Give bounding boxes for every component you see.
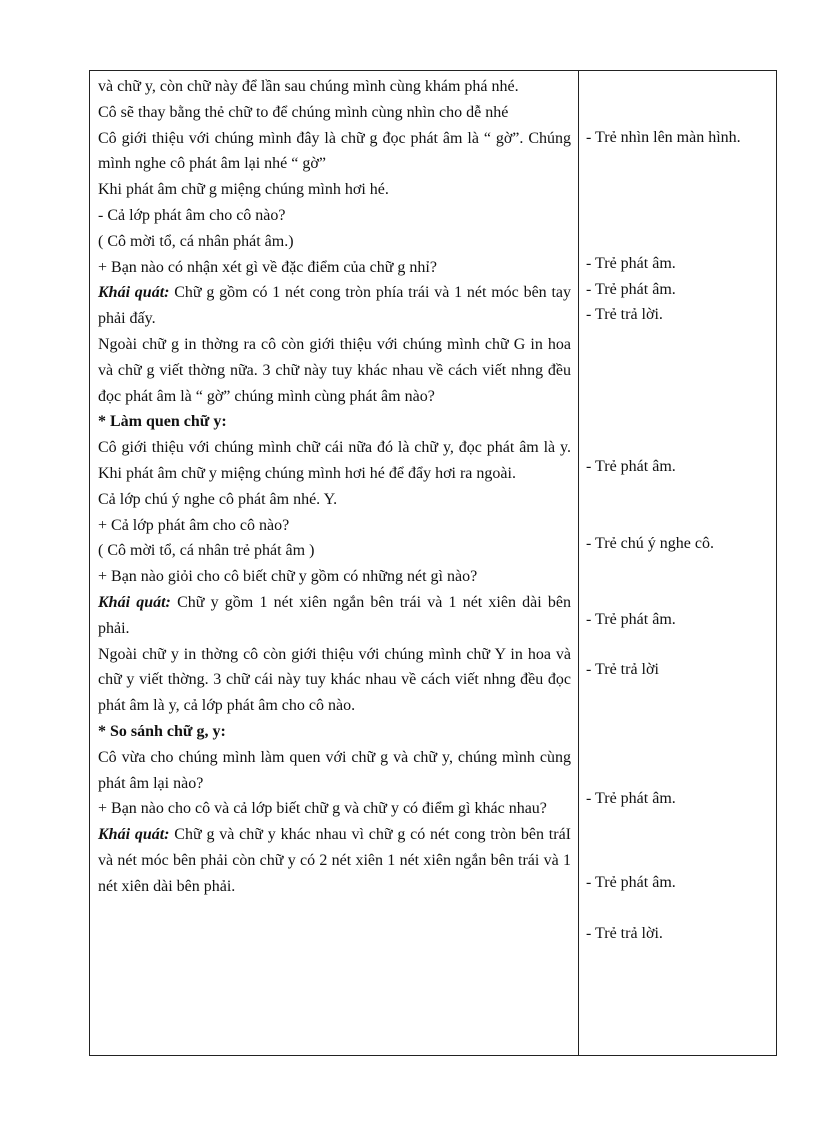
paragraph: Cô giới thiệu với chúng mình đây là chữ g đọc phát âm là “ gờ”. Chúng mình nghe cô phát âm lại nhé “ gờ”	[98, 129, 571, 173]
summary-text: Chữ g gồm có 1 nét cong tròn phía trái và 1 nét móc bên tay phải đấy.	[98, 284, 571, 328]
paragraph: Ngoài chữ y in thờng cô còn giới thiệu với chúng mình chữ Y in hoa và chữ y viết thờng. 3 chữ cái này tuy khác nhau về cách viết nhng đều đọc phát âm là y, cả lớp phát âm cho cô nào.	[98, 645, 571, 715]
paragraph: + Bạn nào có nhận xét gì về đặc điểm của chữ g nhỉ?	[98, 258, 437, 276]
section-heading: * So sánh chữ g, y:	[98, 722, 226, 740]
summary-paragraph	[98, 590, 571, 642]
summary-text: Chữ g và chữ y khác nhau vì chữ g có nét cong tròn bên tráI và nét móc bên phải còn chữ y có 2 nét xiên 1 nét xiên ngắn bên trái và 1 nét xiên dài bên phải.	[98, 826, 571, 895]
child-response: - Trẻ phát âm.	[586, 874, 676, 891]
child-response: - Trẻ phát âm.	[586, 790, 676, 807]
child-response: - Trẻ phát âm.	[586, 281, 676, 298]
summary-paragraph	[98, 822, 571, 899]
summary-label: Khái quát:	[98, 826, 170, 844]
paragraph: - Cả lớp phát âm cho cô nào?	[98, 206, 286, 224]
teacher-activity-column	[98, 74, 571, 900]
summary-label: Khái quát:	[98, 284, 170, 302]
child-response: - Trẻ trả lời.	[586, 306, 663, 323]
lesson-table	[89, 70, 777, 1056]
child-response: - Trẻ nhìn lên màn hình.	[586, 129, 741, 146]
paragraph: Ngoài chữ g in thờng ra cô còn giới thiệu với chúng mình chữ G in hoa và chữ g viết thờng nữa. 3 chữ này tuy khác nhau về cách viết nhng đều đọc phát âm là “ gờ” chúng mình cùng phát âm nào?	[98, 335, 571, 405]
child-response: - Trẻ chú ý nghe cô.	[586, 535, 714, 552]
paragraph: + Cả lớp phát âm cho cô nào?	[98, 516, 290, 534]
paragraph: + Bạn nào giỏi cho cô biết chữ y gồm có những nét gì nào?	[98, 568, 478, 586]
paragraph: + Bạn nào cho cô và cả lớp biết chữ g và chữ y có điểm gì khác nhau?	[98, 800, 547, 818]
section-heading: * Làm quen chữ y:	[98, 413, 227, 431]
child-response: - Trẻ phát âm.	[586, 611, 676, 628]
child-response: - Trẻ trả lời	[586, 661, 659, 678]
column-divider	[578, 71, 579, 1055]
child-response: - Trẻ phát âm.	[586, 458, 676, 475]
paragraph: Khi phát âm chữ g miệng chúng mình hơi hé.	[98, 181, 389, 199]
child-activity-column	[586, 71, 772, 1055]
paragraph: và chữ y, còn chữ này để lần sau chúng mình cùng khám phá nhé.	[98, 78, 519, 95]
paragraph: Cô sẽ thay bằng thẻ chữ to để chúng mình cùng nhìn cho dễ nhé	[98, 103, 509, 121]
paragraph: Cả lớp chú ý nghe cô phát âm nhé. Y.	[98, 490, 338, 508]
summary-paragraph	[98, 280, 571, 332]
paragraph: Cô giới thiệu với chúng mình chữ cái nữa đó là chữ y, đọc phát âm là y. Khi phát âm chữ y miệng chúng mình hơi hé để đẩy hơi ra ngoài.	[98, 439, 571, 482]
paragraph: Cô vừa cho chúng mình làm quen với chữ g và chữ y, chúng mình cùng phát âm lại nào?	[98, 748, 571, 792]
child-response: - Trẻ phát âm.	[586, 255, 676, 272]
paragraph: ( Cô mời tổ, cá nhân phát âm.)	[98, 232, 294, 250]
child-response: - Trẻ trả lời.	[586, 925, 663, 942]
paragraph: ( Cô mời tổ, cá nhân trẻ phát âm )	[98, 542, 315, 560]
summary-text: Chữ y gồm 1 nét xiên ngắn bên trái và 1 nét xiên dài bên phải.	[98, 593, 572, 637]
summary-label: Khái quát:	[98, 593, 171, 611]
